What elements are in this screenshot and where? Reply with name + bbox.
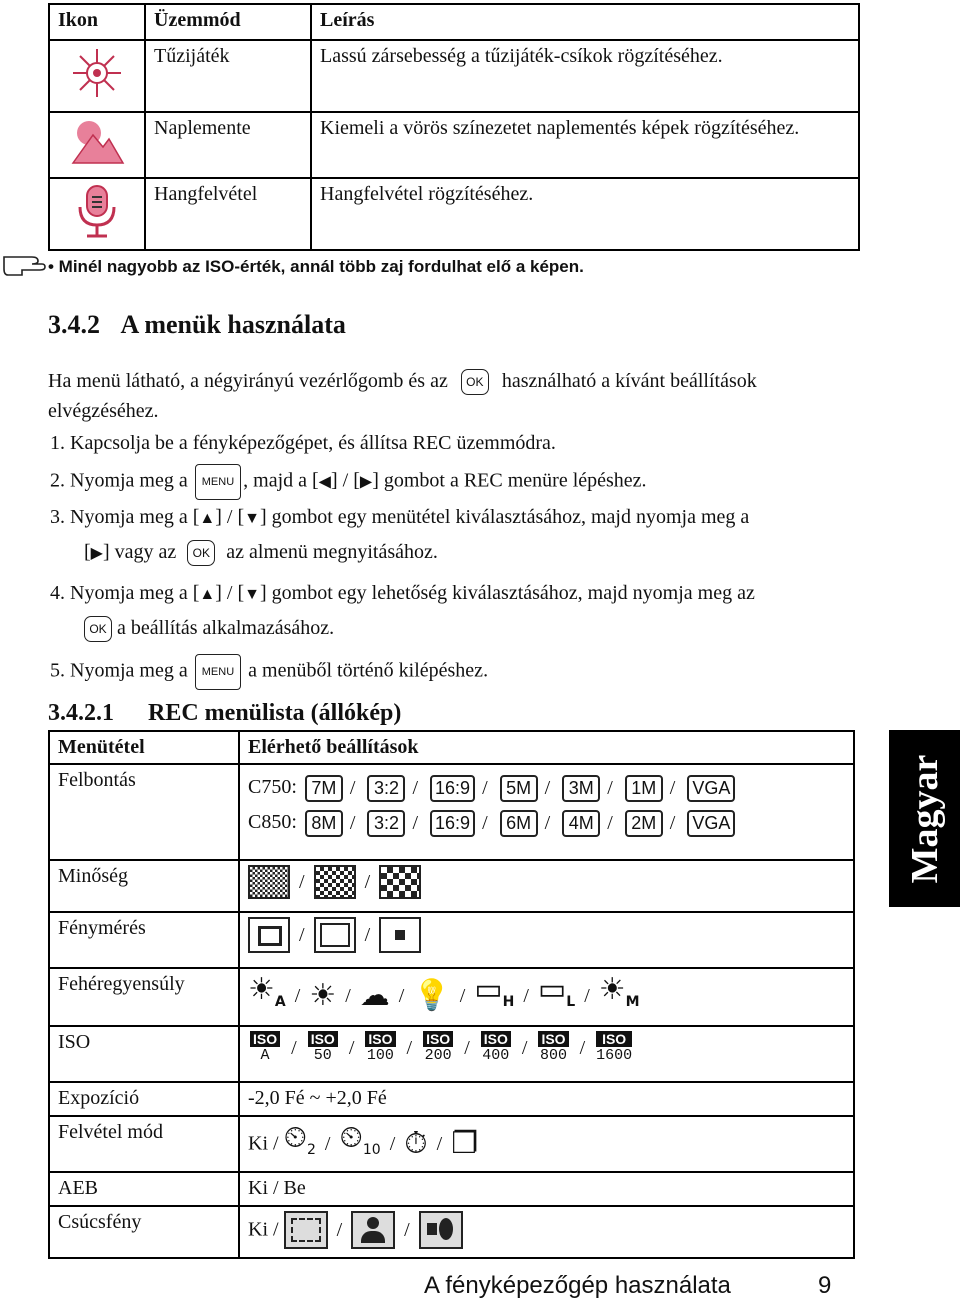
wb-tungsten-icon: 💡 [413,978,451,1013]
iso-1600-icon [596,1031,632,1065]
menu-item-label: Expozíció [49,1082,239,1116]
iso-tag: ISO [365,1031,395,1047]
iso-50-icon [308,1031,338,1065]
intro-text: elvégzéséhez. [48,400,159,422]
step-1: 1. Kapcsolja be a fényképezőgépet, és állítsa REC üzemmódra. [50,432,556,454]
subsection-number: 3.4.2.1 [48,700,114,726]
table-row [49,968,854,1026]
step-text: ] gombot a REC menüre lépéshez. [372,469,647,492]
ok-button-icon: OK [187,540,215,566]
hand-note-icon [2,249,46,282]
separator: / [324,1132,331,1155]
fireworks-icon [49,40,145,112]
separator: / [544,777,551,799]
resolution-chip: 7M [305,775,343,802]
iso-tag: ISO [481,1031,511,1047]
metering-center-icon [248,917,290,953]
separator: / [406,1036,413,1059]
resolution-chip: 16:9 [430,810,475,837]
step-text: ] / [ [215,506,245,528]
wb-fluorescent-h-icon: $▭_H$ [474,972,515,1010]
white-balance-options [239,968,854,1026]
separator: / [482,777,488,799]
quality-fine-icon [314,865,356,899]
metering-options [239,912,854,968]
menu-item-label: Fénymérés [49,912,239,968]
aeb-value: Ki / Be [239,1172,854,1206]
mode-name: Hangfelvétel [145,178,311,250]
table-row [49,1172,854,1206]
metering-multi-icon [314,917,356,953]
separator: / [364,923,371,946]
highlight-portrait-icon [351,1211,395,1249]
separator: / [336,1218,343,1241]
iso-tag: ISO [308,1031,338,1047]
resolution-chip: 5M [500,775,538,802]
step-text: a beállítás alkalmazásához. [117,617,335,639]
table-row [49,1026,854,1082]
separator: / [345,984,351,1007]
model-label: C850: [248,811,297,834]
table-row [49,764,854,860]
language-tab [889,730,960,907]
double-timer-icon: ⏱ [404,1126,428,1161]
right-arrow-icon: ▶ [359,473,373,491]
down-arrow-icon: ▼ [244,510,260,527]
iso-value: 100 [366,1047,394,1064]
separator: / [669,812,676,834]
separator: / [482,812,488,834]
table-row [49,1082,854,1116]
page-number: 9 [818,1272,832,1299]
menu-item-label: Minőség [49,860,239,912]
table-row [49,860,854,912]
menu-button-icon: MENU [195,464,241,500]
step-text: 2. Nyomja meg a [50,469,188,492]
metering-spot-icon [379,917,421,953]
separator: / [349,777,356,799]
iso-value: A [260,1047,270,1064]
step-2 [50,464,647,500]
mode-name: Naplemente [145,112,311,178]
wb-mark: A [274,994,286,1010]
step-text: ] gombot egy menütétel kiválasztásához, majd nyomja meg a [259,506,750,528]
resolution-chip: 2M [625,810,663,837]
burst-icon: ❐ [451,1126,479,1161]
wb-manual-icon: $☀_M$ [598,972,640,1010]
wb-mark: L [566,994,576,1010]
header-desc: Leírás [311,4,859,40]
right-arrow-icon: ▶ [90,545,103,562]
wb-daylight-icon: ☀ [309,978,337,1013]
header-settings: Elérhető beállítások [239,731,854,764]
intro-text: használható a kívánt beállítások [501,370,757,392]
separator: / [294,984,301,1007]
separator: / [579,1036,586,1059]
separator: / [544,812,551,834]
mode-name: Tűzijáték [145,40,311,112]
mode-desc: Hangfelvétel rögzítéséhez. [311,178,859,250]
intro-paragraph [48,366,848,396]
resolution-chip: VGA [687,775,735,802]
highlight-backlight-icon [419,1211,463,1249]
left-arrow-icon: ◀ [318,473,331,491]
highlight-frame-icon [284,1211,328,1249]
separator: / [436,1132,443,1155]
step-text: az almenü megnyitásához. [226,541,438,563]
iso-value: 800 [539,1047,567,1064]
timer-value: 10 [362,1142,381,1158]
step-text: ] / [ [330,469,360,492]
intro-text: Ha menü látható, a négyirányú vezérlőgomb és az [48,370,448,392]
separator: / [398,984,405,1007]
resolution-chip: 6M [500,810,538,837]
menu-item-label: ISO [49,1026,239,1082]
off-option: Ki / [248,1132,279,1155]
resolution-chip: VGA [687,810,735,837]
menu-item-label: AEB [49,1172,239,1206]
separator: / [291,1036,297,1059]
separator: / [299,870,305,893]
table-row [49,112,859,178]
exposure-value: -2,0 Fé ~ +2,0 Fé [239,1082,854,1116]
language-tab-label: Magyar [903,754,946,883]
separator: / [521,1036,528,1059]
mode-desc: Lassú zársebesség a tűzijáték-csíkok rögzítéséhez. [311,40,859,112]
self-timer-2s-icon: $⏲_2$ [283,1120,316,1158]
separator: / [607,812,613,834]
menu-item-label: Felvétel mód [49,1116,239,1172]
menu-button-icon: MENU [195,654,241,690]
section-title: A menük használata [120,310,346,339]
quality-super-fine-icon [248,865,290,899]
separator: / [669,777,676,799]
iso-400-icon [481,1031,511,1065]
step-text: , majd a [ [243,469,319,492]
wb-auto-icon: $☀_A$ [248,972,286,1010]
table-header [49,4,859,40]
wb-fluorescent-l-icon: $▭_L$ [537,972,576,1010]
separator: / [404,1218,410,1241]
step-text: ] vagy az [102,541,177,563]
separator: / [459,984,466,1007]
iso-tag: ISO [538,1031,568,1047]
iso-tag: ISO [596,1031,632,1047]
header-icon: Ikon [49,4,145,40]
iso-100-icon [365,1031,395,1065]
up-arrow-icon: ▲ [199,586,216,603]
step-text: a menüből történő kilépéshez. [248,659,489,682]
step-text: ] gombot egy lehetőség kiválasztásához, majd nyomja meg az [259,582,755,604]
step-text: 3. Nyomja meg a [ [50,506,200,528]
footer-title: A fényképezőgép használata [424,1272,731,1299]
sunset-icon [49,112,145,178]
ok-button-icon: OK [461,369,489,395]
resolution-chip: 8M [305,810,343,837]
step-4-cont [84,613,334,643]
step-5 [50,654,488,690]
separator: / [412,777,419,799]
resolution-chip: 16:9 [430,775,475,802]
iso-auto-icon [250,1031,280,1065]
wb-mark: M [625,994,640,1010]
table-row [49,1206,854,1258]
rec-menu-table [48,730,855,1259]
step-text: 5. Nyomja meg a [50,659,188,682]
iso-options [239,1026,854,1082]
step-text: [ [84,541,91,563]
section-number: 3.4.2 [48,310,100,339]
self-timer-10s-icon: $⏲_{10}$ [339,1120,381,1158]
header-menu-item: Menütétel [49,731,239,764]
iso-200-icon [423,1031,453,1065]
separator: / [364,870,371,893]
resolution-chip: 1M [625,775,663,802]
down-arrow-icon: ▼ [244,586,260,603]
wb-cloudy-icon: ☁ [359,978,390,1013]
resolution-chip: 3M [562,775,600,802]
mode-desc: Kiemeli a vörös színezetet naplementés képek rögzítéséhez. [311,112,859,178]
subsection-heading [48,700,401,727]
header-mode: Üzemmód [145,4,311,40]
wb-mark: H [502,994,515,1010]
separator: / [389,1132,396,1155]
drive-mode-options [239,1116,854,1172]
separator: / [584,984,590,1007]
section-heading [48,310,346,340]
separator: / [349,812,356,834]
step-4 [50,578,755,610]
iso-value: 50 [313,1047,332,1064]
separator: / [607,777,613,799]
separator: / [299,923,305,946]
separator: / [464,1036,470,1059]
menu-item-label: Csúcsfény [49,1206,239,1258]
menu-item-label: Felbontás [49,764,239,860]
microphone-icon [49,178,145,250]
off-option: Ki / [248,1218,279,1241]
separator: / [348,1036,355,1059]
step-text: 4. Nyomja meg a [ [50,582,200,604]
highlight-options [239,1206,854,1258]
iso-value: 1600 [596,1047,633,1064]
separator: / [412,812,419,834]
iso-value: 400 [482,1047,510,1064]
resolution-chip: 3:2 [367,775,405,802]
ok-button-icon: OK [84,616,112,642]
note-text: • Minél nagyobb az ISO-érték, annál több zaj fordulhat elő a képen. [48,257,584,276]
table-row [49,1116,854,1172]
iso-800-icon [538,1031,568,1065]
subsection-title: REC menülista (állókép) [148,700,402,726]
resolution-options [239,764,854,860]
iso-tag: ISO [250,1031,280,1047]
iso-tag: ISO [423,1031,453,1047]
quality-options [239,860,854,912]
menu-item-label: Fehéregyensúly [49,968,239,1026]
resolution-chip: 4M [562,810,600,837]
table-row [49,178,859,250]
timer-value: 2 [306,1142,316,1158]
step-3 [50,502,749,534]
quality-normal-icon [379,865,421,899]
modes-table [48,3,860,251]
iso-value: 200 [424,1047,452,1064]
table-header [49,731,854,764]
step-3-cont [84,537,438,569]
up-arrow-icon: ▲ [199,510,216,527]
step-text: ] / [ [215,582,245,604]
separator: / [523,984,529,1007]
table-row [49,40,859,112]
model-label: C750: [248,776,297,799]
resolution-chip: 3:2 [367,810,405,837]
table-row [49,912,854,968]
